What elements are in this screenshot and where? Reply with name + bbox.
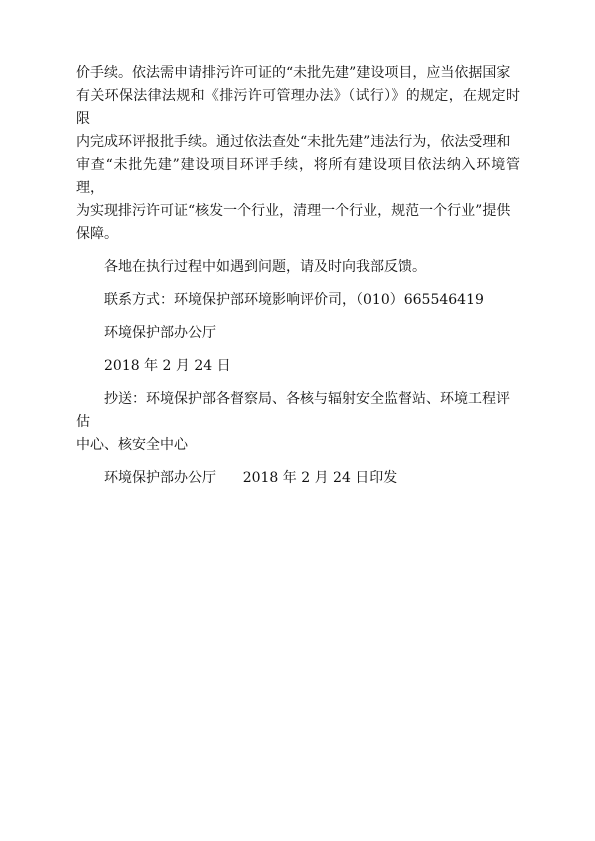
cc-line: 中心、核安全中心 — [76, 437, 188, 453]
cc-line: 抄送：环境保护部各督察局、各核与辐射安全监督站、环境工程评估 — [76, 391, 510, 430]
document-body — [76, 62, 520, 490]
text-line: 内完成环评报批手续。通过依法查处“未批先建”违法行为，依法受理和 — [76, 134, 511, 150]
footer-issued: 环境保护部办公厅 2018 年 2 月 24 日印发 — [104, 470, 398, 486]
paragraph-contact: 联系方式：环境保护部环境影响评价司，（010）665546419 — [104, 292, 484, 308]
text-line: 审查“未批先建”建设项目环评手续，将所有建设项目依法纳入环境管理， — [76, 157, 520, 196]
issuer-name: 环境保护部办公厅 — [104, 325, 216, 341]
paragraph-procedures — [76, 62, 520, 246]
paragraph-feedback: 各地在执行过程中如遇到问题，请及时向我部反馈。 — [104, 259, 426, 275]
text-line: 有关环保法律法规和《排污许可管理办法》（试行）》的规定，在规定时限 — [76, 88, 520, 127]
cc-list — [76, 388, 520, 457]
text-line: 价手续。依法需申请排污许可证的“未批先建”建设项目，应当依据国家 — [76, 65, 511, 81]
text-line: 保障。 — [76, 226, 118, 242]
issue-date: 2018 年 2 月 24 日 — [104, 358, 231, 374]
text-line: 为实现排污许可证“核发一个行业，清理一个行业，规范一个行业”提供 — [76, 203, 511, 219]
